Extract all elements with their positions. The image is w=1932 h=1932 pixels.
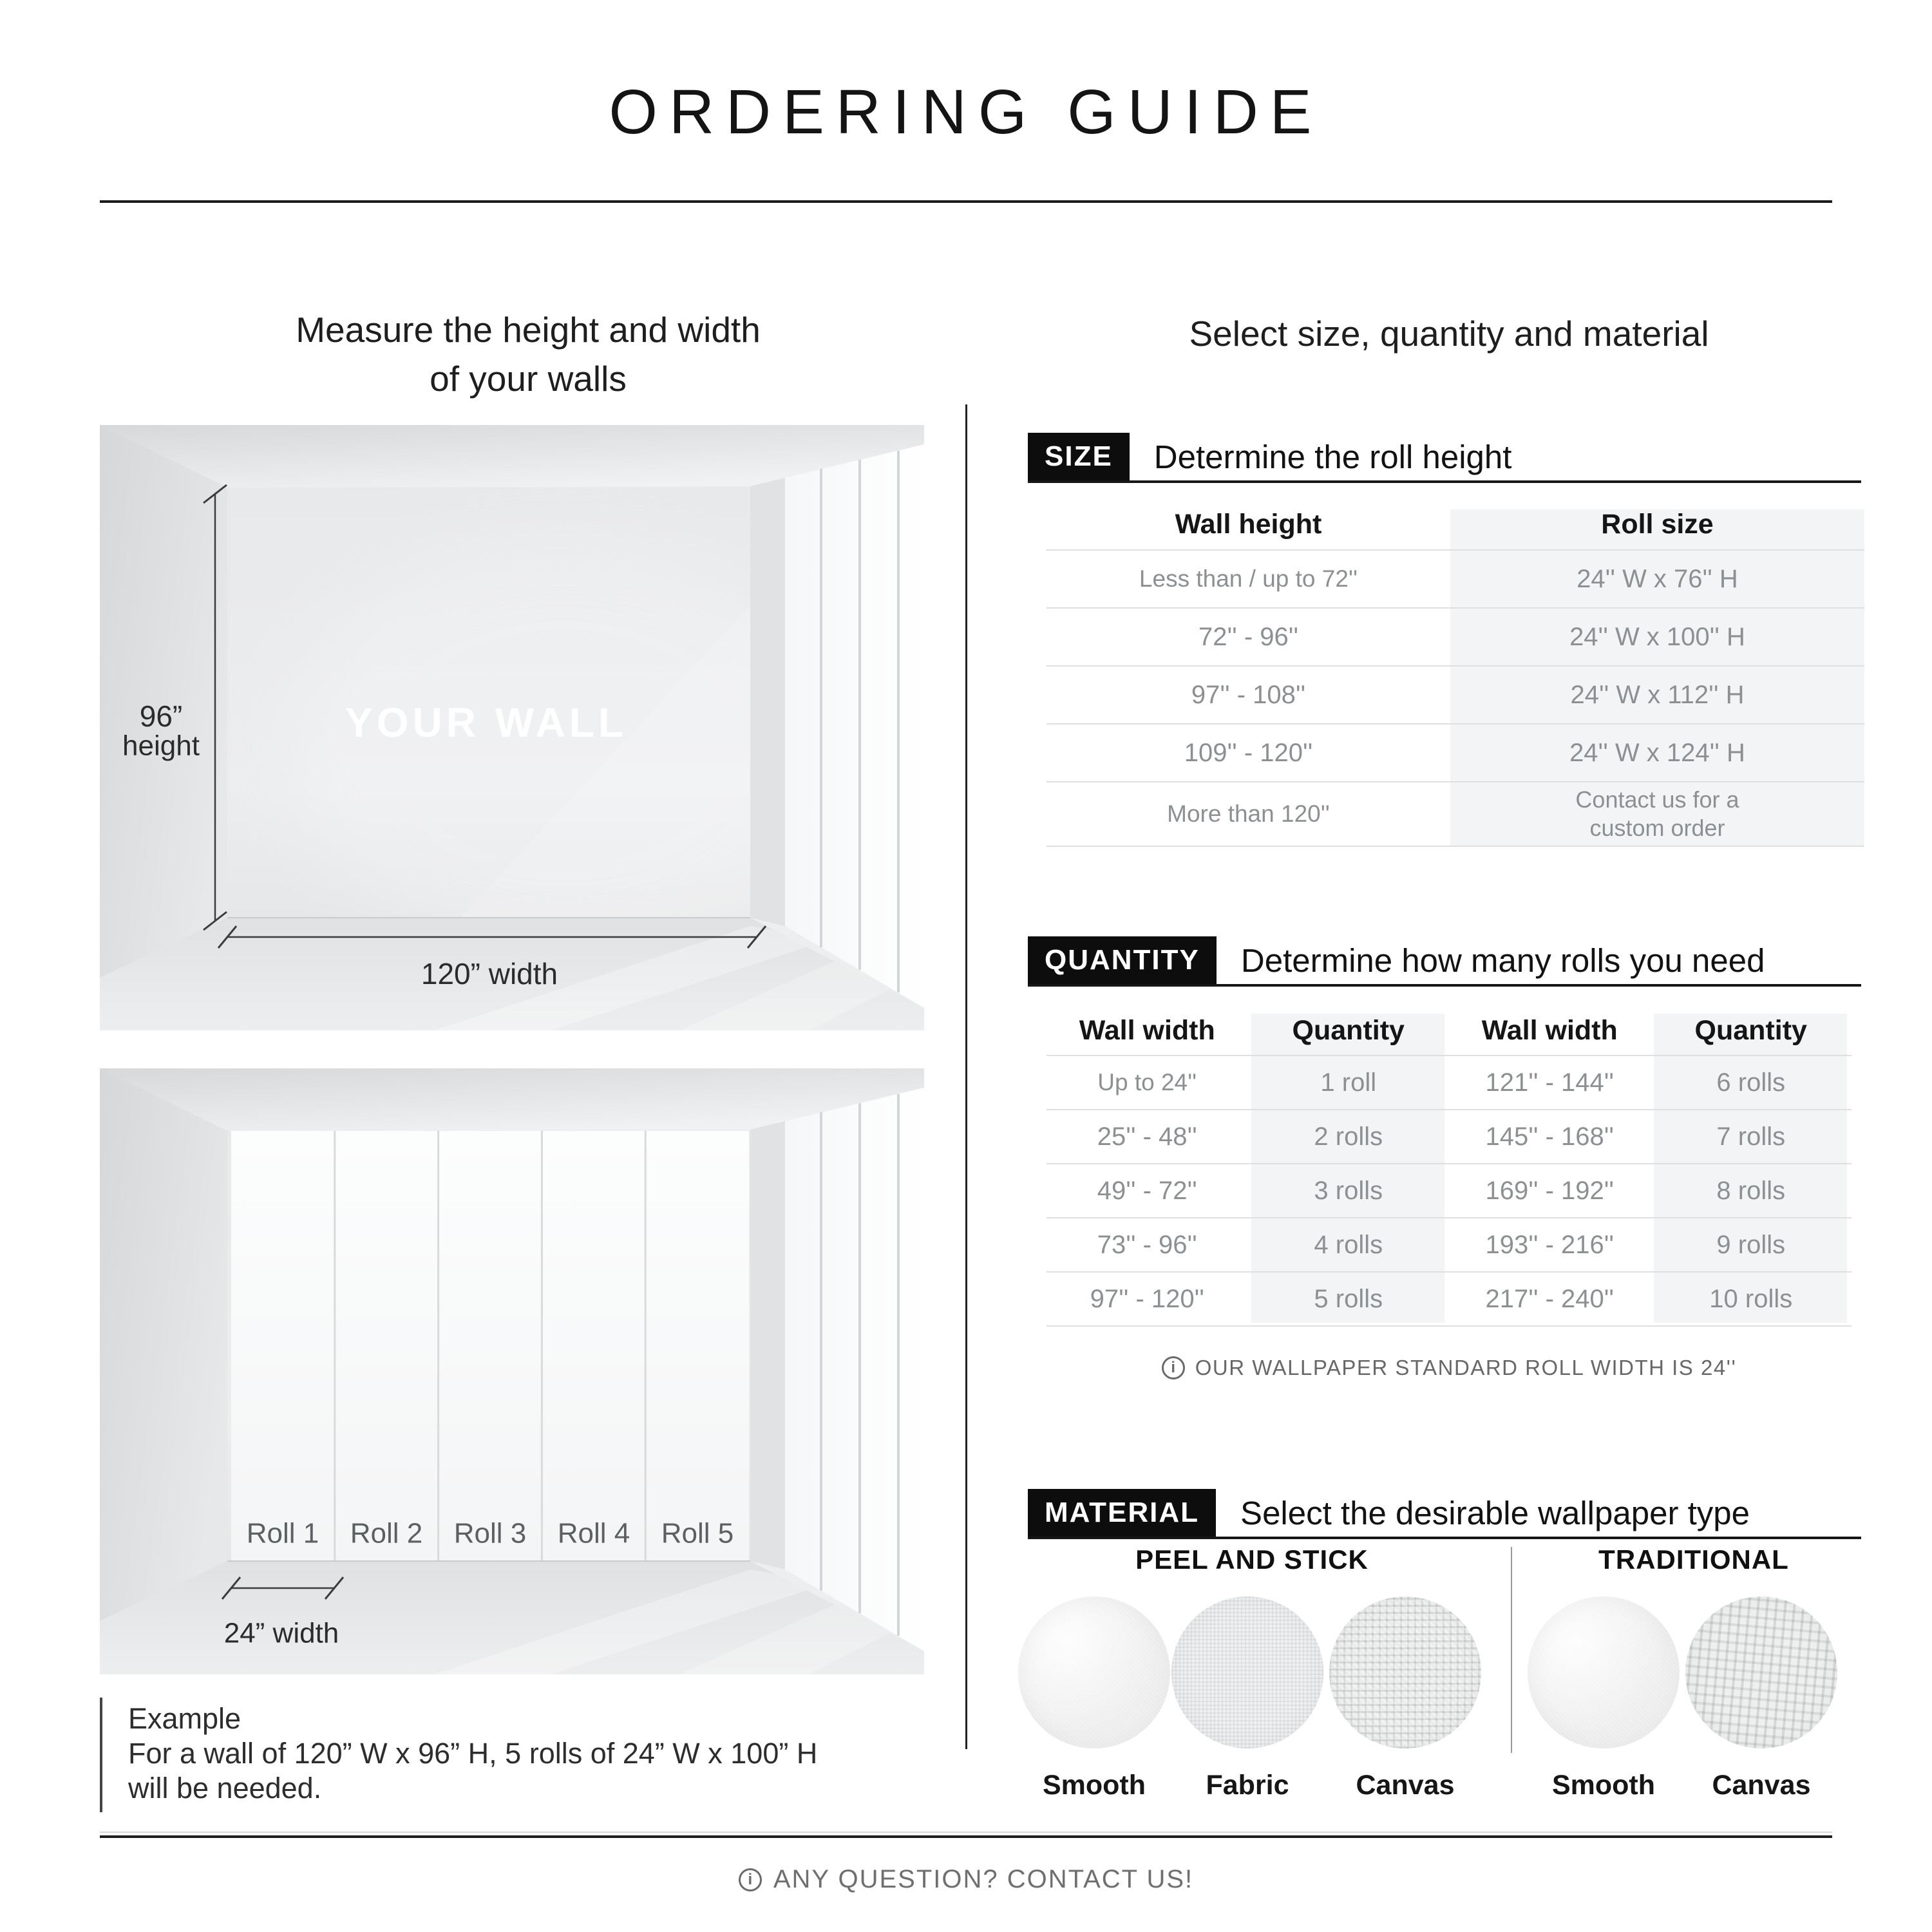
- qty-col-header: Wall width: [1079, 1014, 1215, 1046]
- group-peel-and-stick: PEEL AND STICK: [1135, 1544, 1368, 1575]
- size-wall-height: Less than / up to 72'': [1139, 565, 1358, 592]
- example-line1: For a wall of 120” W x 96” H, 5 rolls of 24” W x 100” H: [128, 1737, 818, 1770]
- swatch-fabric-peel: [1171, 1596, 1323, 1748]
- quantity-row: [1046, 1163, 1852, 1217]
- size-badge: SIZE: [1028, 433, 1130, 480]
- qty-quantity: 7 rolls: [1716, 1122, 1786, 1151]
- size-wall-height: 109'' - 120'': [1184, 738, 1313, 767]
- swatch-label: Smooth: [1042, 1770, 1146, 1801]
- swatch-label: Canvas: [1712, 1770, 1811, 1801]
- swatch-label: Canvas: [1356, 1770, 1455, 1801]
- roll-width-label: 24” width: [223, 1617, 339, 1649]
- qty-quantity: 1 roll: [1320, 1068, 1377, 1097]
- qty-wall-width: 193'' - 216'': [1485, 1230, 1615, 1259]
- size-section-title: Determine the roll height: [1153, 438, 1512, 475]
- swatch-canvas-peel: [1329, 1596, 1481, 1748]
- qty-wall-width: 49'' - 72'': [1097, 1176, 1197, 1205]
- quantity-row: [1046, 1217, 1852, 1271]
- qty-quantity: 2 rolls: [1314, 1122, 1383, 1151]
- size-table: [1046, 499, 1864, 847]
- qty-quantity: 8 rolls: [1716, 1176, 1786, 1205]
- quantity-section-title: Determine how many rolls you need: [1240, 942, 1765, 979]
- your-wall-label: YOUR WALL: [345, 699, 627, 746]
- room-illustration-measure: [100, 425, 924, 1030]
- size-roll-size: 24'' W x 112'' H: [1570, 680, 1745, 709]
- left-column-heading: [142, 305, 914, 403]
- info-icon: [739, 1868, 762, 1891]
- swatch-canvas-traditional: [1685, 1596, 1837, 1748]
- quantity-header-row: [1046, 1006, 1852, 1055]
- qty-quantity: 5 rolls: [1314, 1284, 1383, 1313]
- material-group-separator: [1511, 1547, 1512, 1753]
- height-word-label: height: [122, 730, 200, 762]
- qty-wall-width: 217'' - 240'': [1485, 1284, 1615, 1313]
- example-line2: will be needed.: [128, 1772, 322, 1804]
- qty-wall-width: 145'' - 168'': [1485, 1122, 1615, 1151]
- swatch-smooth-traditional: [1528, 1596, 1680, 1748]
- size-roll-size: 24'' W x 76'' H: [1577, 564, 1738, 593]
- roll-label-5: Roll 5: [661, 1517, 734, 1549]
- quantity-section-header: [1028, 936, 1861, 987]
- swatch-label: Smooth: [1551, 1770, 1656, 1801]
- width-label: 120” width: [421, 957, 558, 990]
- swatch-label: Fabric: [1206, 1770, 1289, 1801]
- size-wall-height: More than 120'': [1167, 800, 1330, 827]
- size-contact-text: Contact us for a custom order: [1575, 786, 1739, 841]
- swatch-smooth-peel: [1018, 1596, 1170, 1748]
- qty-quantity: 10 rolls: [1709, 1284, 1793, 1313]
- size-row: [1046, 549, 1864, 607]
- qty-quantity: 4 rolls: [1314, 1230, 1383, 1259]
- qty-wall-width: 25'' - 48'': [1097, 1122, 1197, 1151]
- material-section-header: [1028, 1489, 1861, 1539]
- qty-wall-width: 97'' - 120'': [1090, 1284, 1204, 1313]
- example-block: [100, 1698, 817, 1812]
- footer: [0, 1865, 1932, 1894]
- qty-wall-width: 121'' - 144'': [1485, 1068, 1615, 1097]
- roll-label-3: Roll 3: [453, 1517, 527, 1549]
- room2-left-wall: [100, 1068, 227, 1621]
- qty-quantity: 9 rolls: [1716, 1230, 1786, 1259]
- room2-window-jamb: [750, 1121, 785, 1569]
- room1-window-jamb: [750, 478, 785, 926]
- qty-wall-width: 169'' - 192'': [1485, 1176, 1615, 1205]
- qty-quantity: 6 rolls: [1716, 1068, 1786, 1097]
- right-column-heading: Select size, quantity and material: [1189, 314, 1709, 354]
- size-roll-size: 24'' W x 100'' H: [1569, 622, 1745, 651]
- group-traditional: TRADITIONAL: [1598, 1544, 1789, 1575]
- qty-quantity: 3 rolls: [1314, 1176, 1383, 1205]
- left-heading-line1: Measure the height and width: [296, 310, 761, 350]
- size-wall-height: 97'' - 108'': [1191, 680, 1306, 709]
- room-illustration-rolls: [100, 1068, 924, 1674]
- header-divider: [100, 200, 1832, 203]
- room1-window-panes: [785, 444, 924, 1008]
- size-wall-height: 72'' - 96'': [1198, 622, 1299, 651]
- room2-window-panes: [785, 1088, 924, 1651]
- left-heading-line2: of your walls: [430, 359, 627, 399]
- size-section-header: [1028, 433, 1861, 483]
- qty-col-header: Quantity: [1292, 1014, 1405, 1046]
- size-row: [1046, 781, 1864, 847]
- qty-col-header: Quantity: [1694, 1014, 1807, 1046]
- roll-label-2: Roll 2: [350, 1517, 423, 1549]
- roll-label-1: Roll 1: [246, 1517, 319, 1549]
- size-roll-size: 24'' W x 124'' H: [1569, 738, 1745, 767]
- size-row: [1046, 607, 1864, 665]
- size-col-wall-height: Wall height: [1175, 508, 1322, 540]
- size-row: [1046, 723, 1864, 781]
- footer-divider-light: [100, 1832, 1832, 1833]
- quantity-row: [1046, 1109, 1852, 1163]
- height-value-label: 96”: [139, 699, 183, 733]
- roll-width-note-text: OUR WALLPAPER STANDARD ROLL WIDTH IS 24'': [1195, 1356, 1737, 1379]
- quantity-badge: QUANTITY: [1028, 936, 1217, 984]
- size-col-roll-size: Roll size: [1601, 508, 1714, 540]
- material-badge: MATERIAL: [1028, 1489, 1216, 1537]
- qty-col-header: Wall width: [1481, 1014, 1618, 1046]
- footer-contact-text: ANY QUESTION? CONTACT US!: [773, 1865, 1194, 1893]
- size-roll-size: [1450, 782, 1864, 846]
- column-divider: [965, 404, 967, 1749]
- info-icon: [1162, 1356, 1185, 1379]
- roll-width-note: [1046, 1356, 1852, 1380]
- footer-divider: [100, 1835, 1832, 1838]
- qty-wall-width: Up to 24'': [1097, 1069, 1197, 1095]
- page-title: ORDERING GUIDE: [609, 77, 1323, 147]
- example-heading: Example: [128, 1702, 242, 1735]
- size-table-header-row: [1046, 499, 1864, 549]
- quantity-row: [1046, 1271, 1852, 1327]
- wallpaper-panels: [231, 1131, 749, 1561]
- roll-label-4: Roll 4: [557, 1517, 630, 1549]
- material-section-title: Select the desirable wallpaper type: [1240, 1494, 1750, 1531]
- qty-wall-width: 73'' - 96'': [1097, 1230, 1197, 1259]
- size-row: [1046, 665, 1864, 723]
- quantity-row: [1046, 1055, 1852, 1109]
- quantity-table: [1046, 1006, 1852, 1327]
